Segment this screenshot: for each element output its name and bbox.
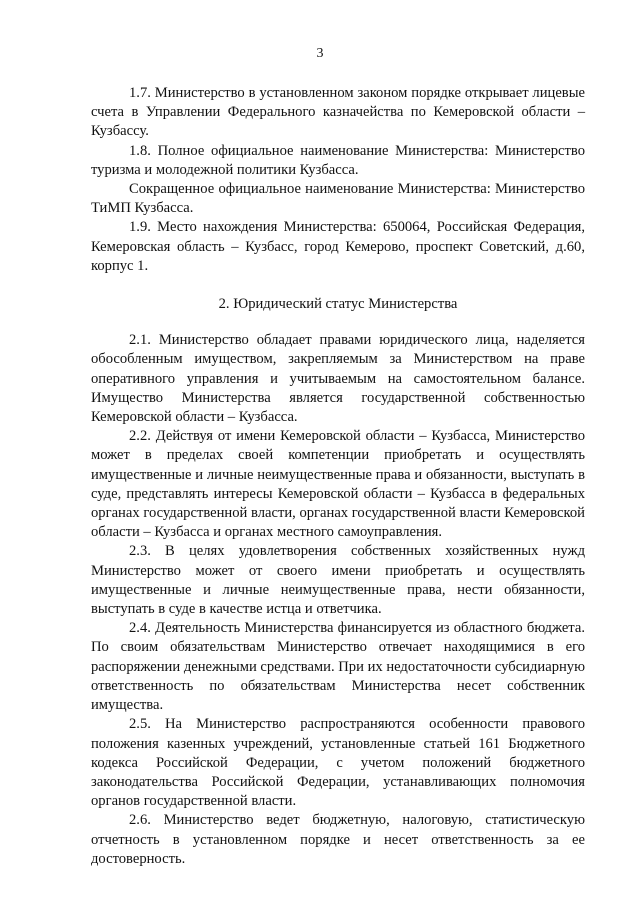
paragraph-2-2: 2.2. Действуя от имени Кемеровской области – Кузбасса, Министерство может в пределах своей компетенции приобретать и осуществлять имущественные и личные неимущественные права и обязанности, выступать в суде, представлять интересы Кемеровской области – Кузбасса в федеральных органах государственной власти, органах государственной власти Кемеровской области – Кузбасса и органах местного самоуправления. xyxy=(91,428,585,541)
page-number: 3 xyxy=(316,46,324,61)
paragraph-2-1: 2.1. Министерство обладает правами юридического лица, наделяется обособленным имуществом, закрепляемым за Министерством на праве оперативного управления и учитываемым на самостоятельном балансе. Имущество Министерства является государственной собственностью Кемеровской области – Кузбасса. xyxy=(91,332,585,426)
document-body xyxy=(91,84,585,869)
paragraph-short-name: Сокращенное официальное наименование Министерства: Министерство ТиМП Кузбасса. xyxy=(91,181,585,217)
paragraph-2-4: 2.4. Деятельность Министерства финансируется из областного бюджета. По своим обязательствам Министерство отвечает находящимися в его распоряжении денежными средствами. При их недостаточности субсидиарную ответственность по обязательствам Министерства несет собственник имущества. xyxy=(91,620,585,714)
paragraph-2-5: 2.5. На Министерство распространяются особенности правового положения казенных учреждений, установленные статьей 161 Бюджетного кодекса Российской Федерации, с учетом положений бюджетного законодательства Российской Федерации, устанавливающих полномочия органов государственной власти. xyxy=(91,716,585,810)
paragraph-2-3: 2.3. В целях удовлетворения собственных хозяйственных нужд Министерство может от своего имени приобретать и осуществлять имущественные и личные неимущественные права, нести обязанности, выступать в суде в качестве истца и ответчика. xyxy=(91,543,585,618)
paragraph-1-9: 1.9. Место нахождения Министерства: 650064, Российская Федерация, Кемеровская область – Кузбасс, город Кемерово, проспект Советский, д.60, корпус 1. xyxy=(91,219,585,274)
section-2-heading: 2. Юридический статус Министерства xyxy=(218,296,458,313)
paragraph-1-7: 1.7. Министерство в установленном законом порядке открывает лицевые счета в Управлении Федерального казначейства по Кемеровской области – Кузбассу. xyxy=(91,85,585,140)
paragraph-2-6: 2.6. Министерство ведет бюджетную, налоговую, статистическую отчетность в установленном порядке и несет ответственность за ее достоверность. xyxy=(91,812,585,867)
paragraph-1-8: 1.8. Полное официальное наименование Министерства: Министерство туризма и молодежной политики Кузбасса. xyxy=(91,142,585,178)
